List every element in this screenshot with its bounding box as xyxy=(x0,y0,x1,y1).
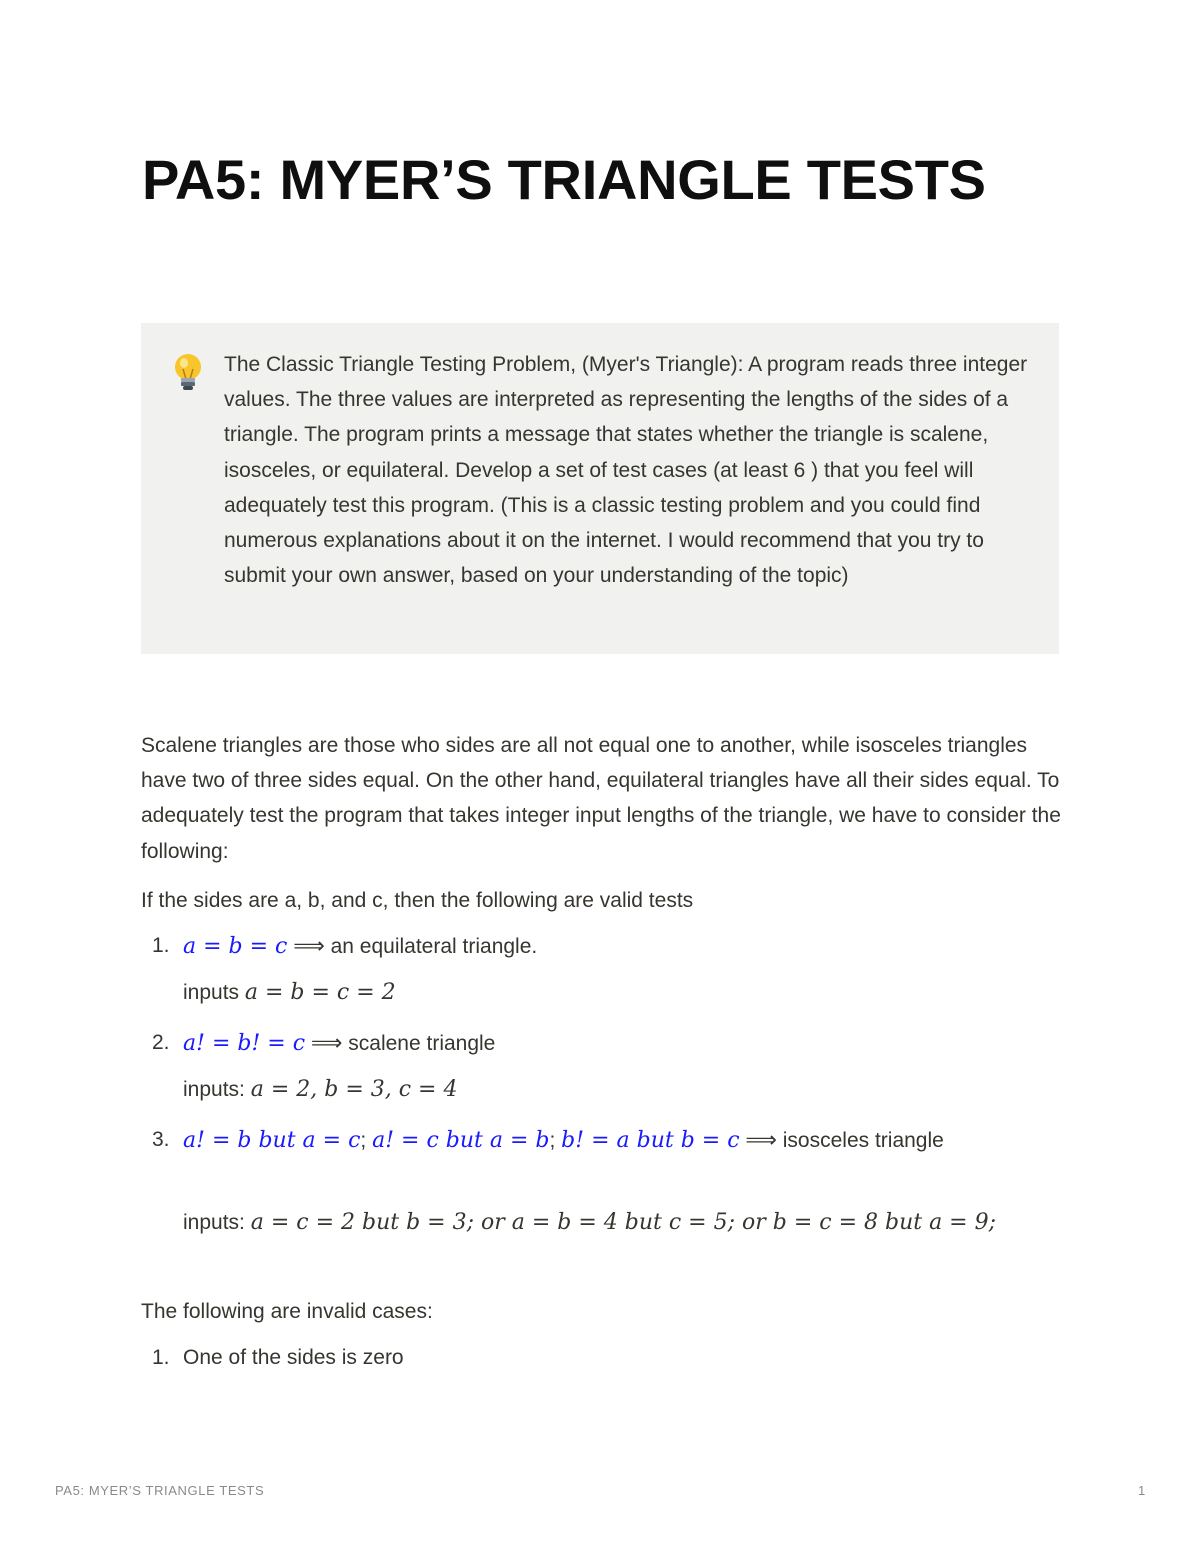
separator: ; xyxy=(360,1129,373,1152)
result-text: isosceles triangle xyxy=(776,1129,944,1152)
invalid-cases-intro: The following are invalid cases: xyxy=(141,1300,433,1323)
list-number: 1. xyxy=(152,934,170,957)
inputs-math: a = c = 2 but b = 3; or a = b = 4 but c = 5; or b = c = 8 but a = 9; xyxy=(250,1210,997,1235)
list-number: 2. xyxy=(152,1031,170,1054)
inputs-math: a = 2, b = 3, c = 4 xyxy=(250,1077,458,1102)
isosceles-formula-3: b! = a but b = c xyxy=(561,1128,740,1153)
implies-arrow: ⟹ xyxy=(310,1031,343,1056)
footer-title: PA5: MYER’S TRIANGLE TESTS xyxy=(55,1483,265,1498)
callout-text: The Classic Triangle Testing Problem, (Myer's Triangle): A program reads three integer values. The three values are interpreted as representing the lengths of the sides of a triangle. The program prints a message that states whether the triangle is scalene, isosceles, or equilateral. Develop a set of test cases (at least 6 ) that you feel will adequately test this program. (This is a classic testing problem and you could find numerous explanations about it on the internet. I would recommend that you try to submit your own answer, based on your understanding of the topic) xyxy=(224,353,1028,588)
result-text: scalene triangle xyxy=(342,1032,496,1055)
equilateral-formula: a = b = c xyxy=(183,934,288,959)
page-title: PA5: MYER’S TRIANGLE TESTS xyxy=(142,148,986,211)
implies-arrow: ⟹ xyxy=(745,1128,777,1153)
invalid-case-text: One of the sides is zero xyxy=(183,1346,404,1369)
inputs-math: a = b = c = 2 xyxy=(244,980,396,1005)
inputs-label: inputs: xyxy=(183,1211,251,1234)
inputs-label: inputs xyxy=(183,981,245,1004)
valid-tests-intro: If the sides are a, b, and c, then the following are valid tests xyxy=(141,889,694,912)
scalene-formula: a! = b! = c xyxy=(183,1031,306,1056)
page-number: 1 xyxy=(1138,1483,1146,1498)
isosceles-formula-2: a! = c but a = b xyxy=(372,1128,550,1153)
lightbulb-icon xyxy=(171,353,205,393)
callout-box xyxy=(141,323,1059,654)
isosceles-formula-1: a! = b but a = c xyxy=(183,1128,361,1153)
inputs-label: inputs: xyxy=(183,1078,251,1101)
list-number: 1. xyxy=(152,1346,170,1369)
separator: ; xyxy=(549,1129,562,1152)
list-number: 3. xyxy=(152,1128,170,1151)
implies-arrow: ⟹ xyxy=(293,934,325,959)
intro-paragraph: Scalene triangles are those who sides are all not equal one to another, while isosceles triangles have two of three sides equal. On the other hand, equilateral triangles have all their sides equal. To adequately test the program that takes integer input lengths of the triangle, we have to consider the following: xyxy=(141,734,1061,863)
result-text: an equilateral triangle. xyxy=(324,935,538,958)
